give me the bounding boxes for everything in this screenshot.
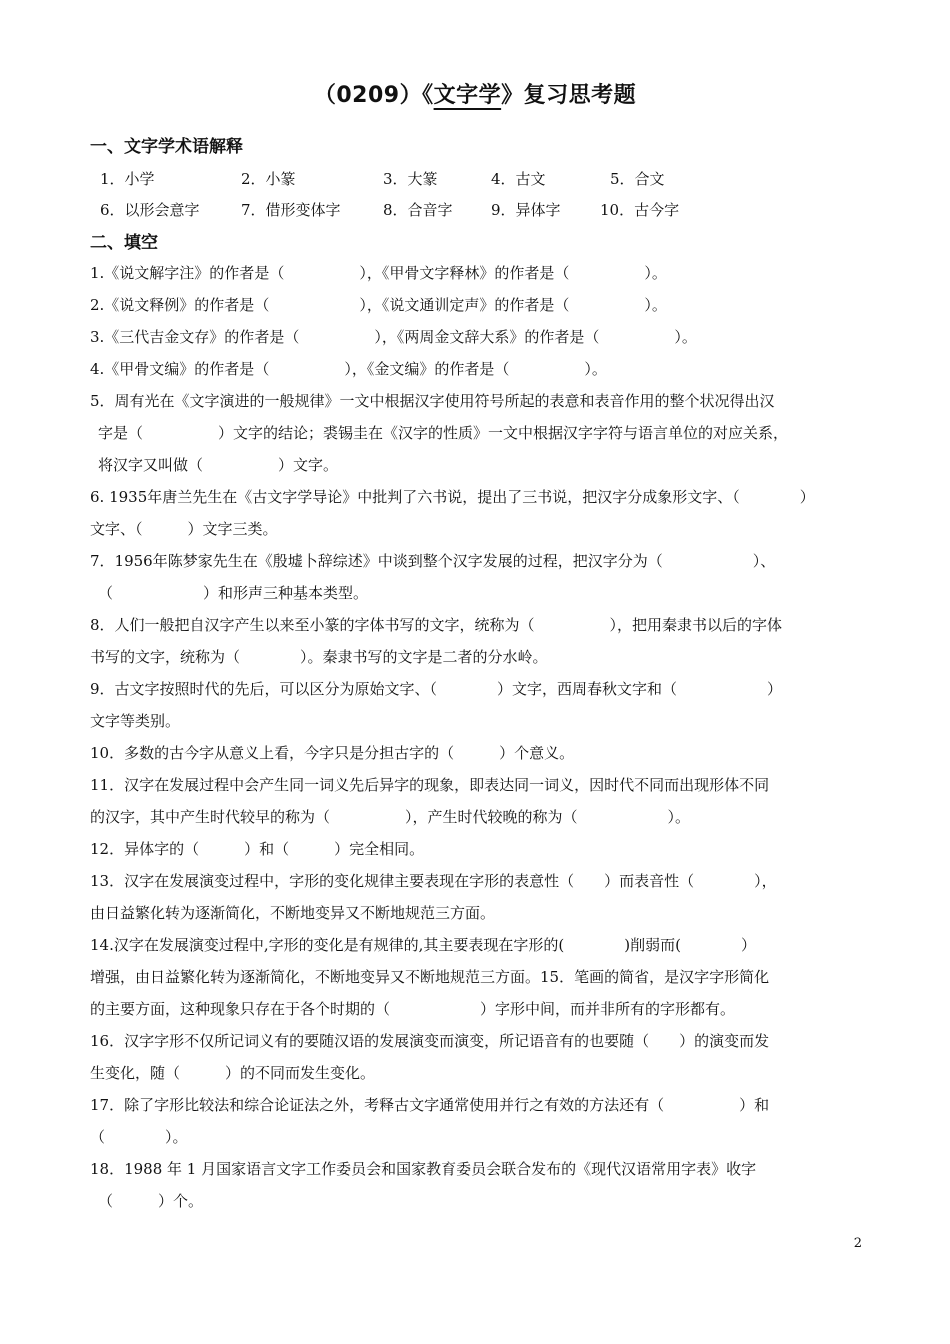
question-6 [90, 481, 860, 545]
question-line: 4.《甲骨文编》的作者是（ ），《金文编》的作者是（ ）。 [90, 360, 607, 378]
question-line: 8．人们一般把自汉字产生以来至小篆的字体书写的文字，统称为（ ），把用秦隶书以后的字体 [90, 616, 783, 634]
question-line: 2.《说文释例》的作者是（ ），《说文通训定声》的作者是（ ）。 [90, 296, 667, 314]
question-line: 14.汉字在发展演变过程中,字形的变化是有规律的,其主要表现在字形的( )削弱而( ） [90, 936, 756, 954]
question-8 [90, 609, 860, 673]
question-line: 10．多数的古今字从意义上看，今字只是分担古字的（ ）个意义。 [90, 744, 575, 762]
title-book-open: 《 [422, 83, 434, 108]
question-1 [90, 257, 860, 289]
question-line: 9．古文字按照时代的先后，可以区分为原始文字、（ ）文字，西周春秋文字和（ ） [90, 680, 783, 698]
section-heading-terms: 一、文字学术语解释 [90, 137, 243, 157]
question-2 [90, 289, 860, 321]
question-16 [90, 1025, 860, 1089]
question-line: 文字、（ ）文字三类。 [90, 520, 278, 538]
question-line: 由日益繁化转为逐渐简化，不断地变异又不断地规范三方面。 [90, 904, 496, 922]
term-item: 3．大篆 [383, 170, 438, 188]
question-line: 书写的文字，统称为（ ）。秦隶书写的文字是二者的分水岭。 [90, 648, 548, 666]
question-17 [90, 1089, 860, 1153]
term-item: 4．古文 [491, 170, 546, 188]
question-line: 增强，由日益繁化转为逐渐简化，不断地变异又不断地规范三方面。15．笔画的简省，是汉字字形简化 [90, 968, 770, 986]
question-line: 的主要方面，这种现象只存在于各个时期的（ ）字形中间，而并非所有的字形都有。 [90, 1000, 736, 1018]
question-line: （ ）。 [90, 1128, 188, 1146]
question-line: 16．汉字字形不仅所记词义有的要随汉语的发展演变而演变，所记语音有的也要随（ ）的演变而发 [90, 1032, 770, 1050]
question-7 [90, 545, 860, 609]
term-item: 8．合音字 [383, 201, 453, 219]
question-14 [90, 929, 860, 1025]
term-item: 1．小学 [100, 170, 155, 188]
term-item: 10．古今字 [600, 201, 680, 219]
question-line: 12．异体字的（ ）和（ ）完全相同。 [90, 840, 425, 858]
question-line: 11．汉字在发展过程中会产生同一词义先后异字的现象，即表达同一词义，因时代不同而出现形体不同 [90, 776, 770, 794]
page-title [0, 78, 950, 109]
term-item: 5．合文 [610, 170, 665, 188]
title-prefix: （0209） [313, 83, 423, 108]
question-line: 生变化，随（ ）的不同而发生变化。 [90, 1064, 376, 1082]
question-18 [90, 1153, 860, 1217]
question-line: 5．周有光在《文字演进的一般规律》一文中根据汉字使用符号所起的表意和表音作用的整个状况得出汉 [90, 392, 775, 410]
question-line: 17．除了字形比较法和综合论证法之外，考释古文字通常使用并行之有效的方法还有（ ）和 [90, 1096, 770, 1114]
term-item: 9．异体字 [491, 201, 561, 219]
question-9 [90, 673, 860, 737]
question-line: （ ）和形声三种基本类型。 [98, 584, 369, 602]
term-item: 2．小篆 [241, 170, 296, 188]
question-line: 字是（ ）文字的结论；裘锡圭在《汉字的性质》一文中根据汉字字符与语言单位的对应关系， [98, 424, 789, 442]
question-13 [90, 865, 860, 929]
section-heading-fill: 二、填空 [90, 233, 158, 253]
question-10 [90, 737, 860, 769]
question-12 [90, 833, 860, 865]
question-4 [90, 353, 860, 385]
title-book-close: 》 [501, 83, 524, 108]
term-item: 7．借形变体字 [241, 201, 341, 219]
question-line: 18．1988 年 1 月国家语言文字工作委员会和国家教育委员会联合发布的《现代汉语常用字表》收字 [90, 1160, 757, 1178]
question-3 [90, 321, 860, 353]
question-line: 将汉字又叫做（ ）文字。 [98, 456, 339, 474]
question-line: 1.《说文解字注》的作者是（ ），《甲骨文字释林》的作者是（ ）。 [90, 264, 667, 282]
question-line: （ ）个。 [98, 1192, 204, 1210]
question-5 [90, 385, 860, 481]
title-suffix: 复习思考题 [523, 83, 637, 108]
question-line: 文字等类别。 [90, 712, 181, 730]
question-line: 3.《三代吉金文存》的作者是（ ），《两周金文辞大系》的作者是（ ）。 [90, 328, 697, 346]
title-book-name: 文字学 [433, 83, 502, 108]
question-line: 6. 1935年唐兰先生在《古文字学导论》中批判了六书说，提出了三书说，把汉字分成象形文字、（ ） [90, 488, 815, 506]
question-line: 的汉字，其中产生时代较早的称为（ ），产生时代较晚的称为（ ）。 [90, 808, 691, 826]
question-11 [90, 769, 860, 833]
term-item: 6．以形会意字 [100, 201, 200, 219]
question-line: 7．1956年陈梦家先生在《殷墟卜辞综述》中谈到整个汉字发展的过程，把汉字分为（ ）、 [90, 552, 776, 570]
page-number: 2 [853, 1236, 862, 1251]
question-line: 13．汉字在发展演变过程中，字形的变化规律主要表现在字形的表意性（ ）而表音性（ ）， [90, 872, 777, 890]
